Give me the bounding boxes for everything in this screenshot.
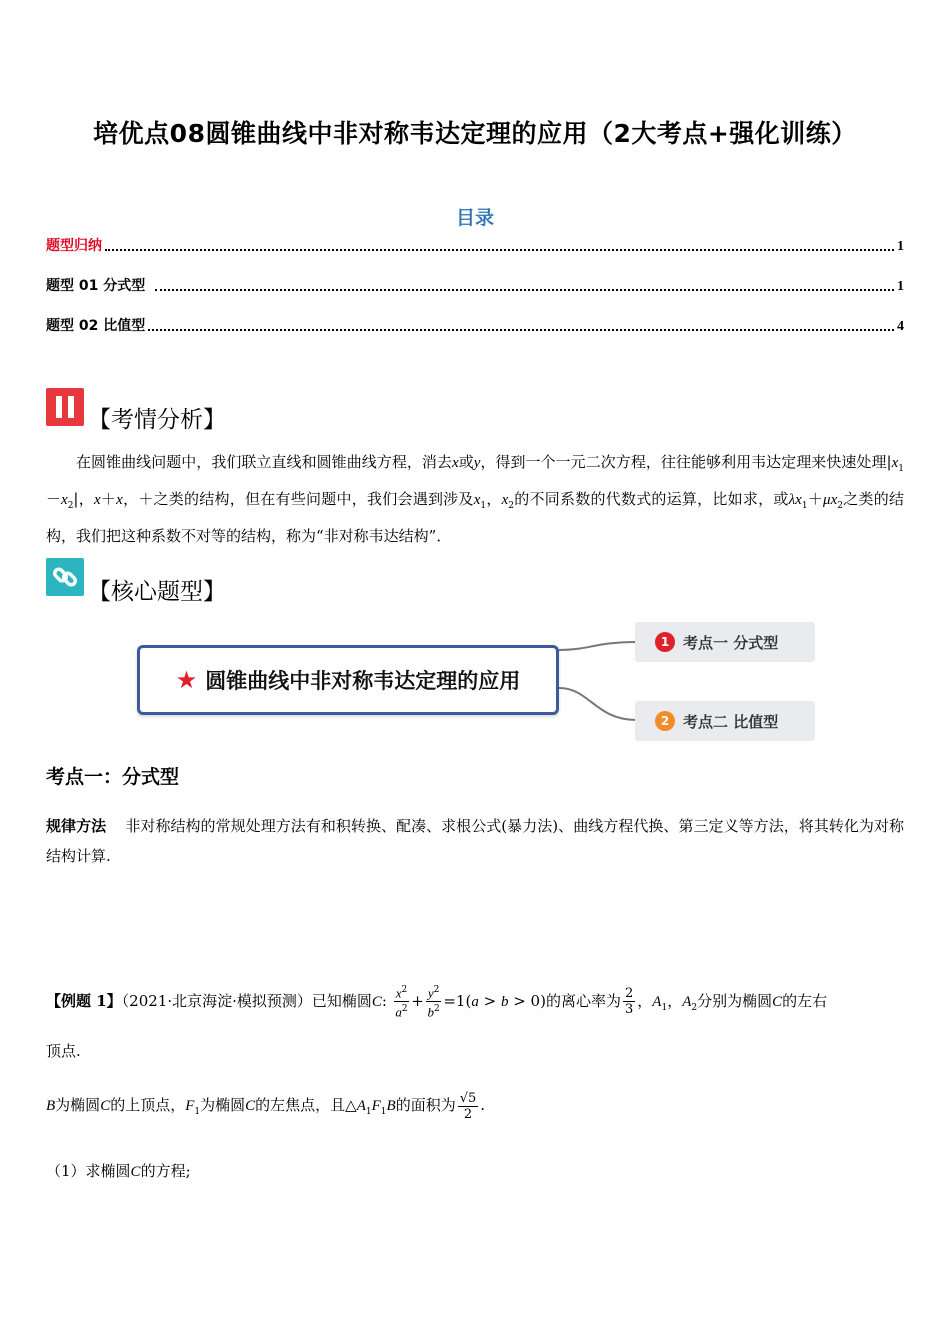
method-text: 非对称结构的常规处理方法有和积转换、配凑、求根公式(暴力法)、曲线方程代换、第三定义等方法，将其转化为对称结构计算. — [46, 817, 904, 865]
example-1-line1: 【例题 1】（2021·北京海淀·模拟预测）已知椭圆C: $\frac{x^2}{a^2}$ + $\frac{y^2}{b^2}$ =1(a > b > 0)的离心率为 $\frac{2}{3}$ ，$A_1$，$A_2$分别为椭圆C的左右 — [46, 985, 828, 1020]
toc-row[interactable] — [46, 273, 904, 295]
example-1-line1b: 顶点. — [46, 1042, 81, 1060]
toc-row-page: 4 — [897, 319, 904, 334]
analysis-section-icon — [46, 388, 84, 426]
toc-row-page: 1 — [897, 239, 904, 254]
mindmap-central-topic — [137, 645, 559, 715]
toc-row-page: 1 — [897, 279, 904, 294]
example-1-question-1: （1）求椭圆C的方程; — [46, 1162, 191, 1180]
toc-leader-dots — [155, 289, 894, 291]
analysis-paragraph: 在圆锥曲线问题中，我们联立直线和圆锥曲线方程，消去x或y，得到一个一元二次方程，往往能够利用韦达定理来快速处理$|x_1-x_2|$，x＋x，＋之类的结构，但在有些问题中，我们会遇到涉及$x_1$，$x_2$的不同系数的代数式的运算，比如求，或$\lambda x_1+\mu x_2$之类的结构，我们把这种系数不对等的结构，称为“非对称韦达结构”． — [46, 453, 904, 545]
mindmap-central-label: 圆锥曲线中非对称韦达定理的应用 — [205, 669, 521, 693]
mindmap-topic-label: 考点二 比值型 — [683, 712, 779, 731]
star-icon: ★ — [175, 666, 198, 694]
page-title: 培优点08圆锥曲线中非对称韦达定理的应用（2大考点+强化训练） — [93, 119, 857, 148]
toc-leader-dots — [148, 329, 894, 331]
link-icon — [51, 563, 79, 591]
method-paragraph — [46, 811, 904, 871]
core-section-title: 【核心题型】 — [88, 579, 226, 605]
kaodian1-heading: 考点一：分式型 — [46, 766, 180, 788]
mindmap-connectors — [555, 630, 645, 730]
mindmap-topic[interactable] — [635, 622, 815, 662]
mindmap-topic[interactable] — [635, 701, 815, 741]
analysis-section-title: 【考情分析】 — [88, 407, 226, 433]
method-label: 规律方法 — [46, 817, 107, 835]
toc-row-label: 题型 01 分式型 — [46, 278, 146, 294]
example-label: 【例题 1】 — [46, 991, 122, 1010]
number-badge: 2 — [655, 711, 675, 731]
toc-row-label: 题型归纳 — [46, 238, 102, 254]
number-badge: 1 — [655, 632, 675, 652]
toc-leader-dots — [105, 249, 894, 251]
mindmap-topic-label: 考点一 分式型 — [683, 633, 779, 652]
toc-row[interactable] — [46, 313, 904, 335]
core-section-icon — [46, 558, 84, 596]
example-1-line2: B为椭圆C的上顶点，$F_1$为椭圆C的左焦点，且$\triangle A_1F_1B$的面积为 $\frac{√5}{2}$ . — [46, 1090, 486, 1122]
toc-row[interactable] — [46, 233, 904, 255]
toc-heading: 目录 — [455, 207, 494, 229]
toc-row-label: 题型 02 比值型 — [46, 318, 146, 334]
